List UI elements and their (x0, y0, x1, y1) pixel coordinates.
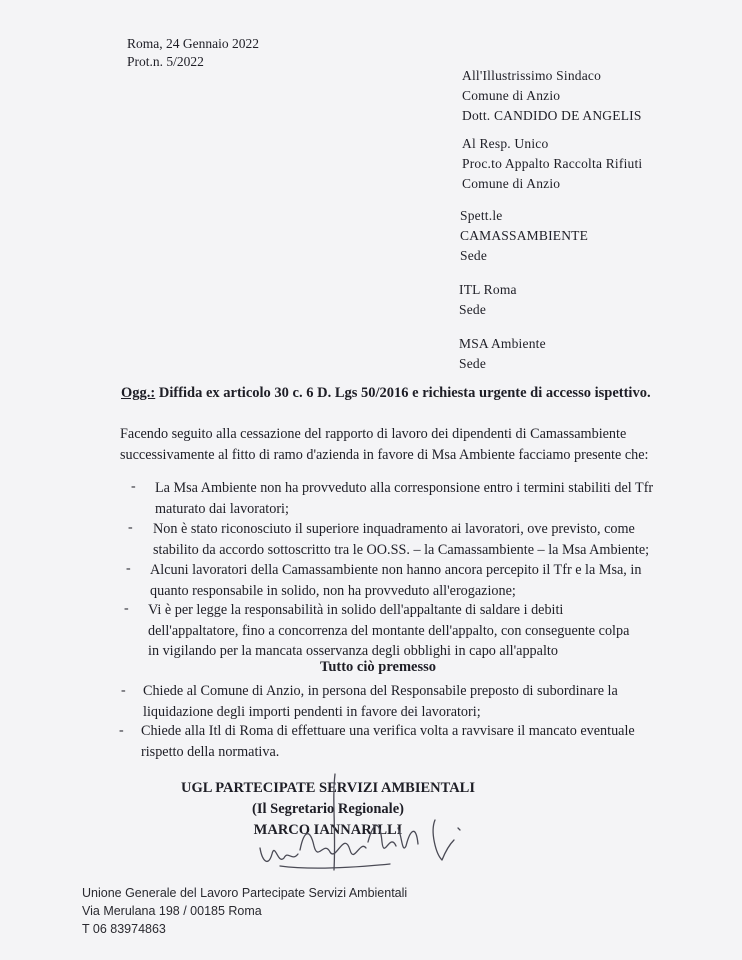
intro-line: Facendo seguito alla cessazione del rapporto di lavoro dei dipendenti di Camassambiente (120, 426, 627, 442)
recipient-line: Comune di Anzio (462, 88, 561, 103)
recipient-line: Sede (460, 248, 488, 263)
request-item-line: Chiede al Comune di Anzio, in persona del Responsabile preposto di subordinare la (143, 683, 618, 699)
request-item-line: Chiede alla Itl di Roma di effettuare una verifica volta a ravvisare il mancato eventuale (141, 723, 635, 739)
bullet-marker: - (121, 683, 126, 698)
footer-phone: T 06 83974863 (82, 922, 166, 936)
bullet-marker: - (126, 561, 131, 576)
request-item (143, 681, 618, 722)
letter-date: Roma, 24 Gennaio 2022 (127, 36, 259, 51)
list-item (150, 560, 641, 601)
recipient-block (459, 280, 517, 320)
list-item-line: Alcuni lavoratori della Camassambiente non hanno ancora percepito il Tfr e la Msa, in (150, 562, 642, 578)
recipient-line: Dott. CANDIDO DE ANGELIS (462, 108, 642, 123)
recipient-line: Sede (459, 302, 487, 317)
list-item-line: stabilito da accordo sottoscritto tra le OO.SS. – la Camassambiente – la Msa Ambiente; (153, 541, 650, 558)
bullet-marker: - (119, 723, 124, 738)
recipient-line: All'Illustrissimo Sindaco (462, 68, 602, 83)
request-item (141, 721, 635, 762)
bullet-marker: - (131, 479, 136, 494)
list-item-line: maturato dai lavoratori; (155, 500, 289, 517)
subject-text: Diffida ex articolo 30 c. 6 D. Lgs 50/2016 e richiesta urgente di accesso ispettivo. (158, 385, 651, 401)
recipient-line: CAMASSAMBIENTE (460, 228, 589, 243)
subject-label: Ogg.: (121, 385, 156, 401)
recipient-block (462, 134, 642, 194)
list-item-line: La Msa Ambiente non ha provveduto alla corresponsione entro i termini stabiliti del Tfr (155, 480, 654, 496)
protocol-number: Prot.n. 5/2022 (127, 54, 204, 69)
recipient-line: Sede (459, 356, 487, 371)
recipient-block (460, 206, 588, 266)
recipient-line: Spett.le (460, 208, 503, 223)
recipient-block (459, 334, 546, 374)
signature-name: MARCO IANNARILLI (253, 822, 403, 838)
list-item-line: in vigilando per la mancata osservanza degli obblighi in capo all'appalto (148, 643, 558, 659)
subject-line (121, 385, 651, 402)
footer (82, 884, 407, 938)
list-item-line: Vi è per legge la responsabilità in solido dell'appaltante di saldare i debiti (148, 602, 564, 618)
recipient-line: Comune di Anzio (462, 176, 561, 191)
handwritten-signature (240, 770, 470, 885)
signature-role: (Il Segretario Regionale) (252, 801, 404, 817)
list-item (155, 478, 653, 519)
footer-address: Via Merulana 198 / 00185 Roma (82, 904, 262, 918)
intro-line: successivamente al fitto di ramo d'azienda in favore di Msa Ambiente facciamo presente che: (120, 446, 649, 463)
request-item-line: rispetto della normativa. (141, 743, 280, 760)
premise-heading: Tutto ciò premesso (320, 659, 436, 675)
signature-org: UGL PARTECIPATE SERVIZI AMBIENTALI (180, 780, 475, 796)
bullet-marker: - (128, 520, 133, 535)
recipient-line: Proc.to Appalto Raccolta Rifiuti (462, 156, 643, 171)
list-item-line: quanto responsabile in solido, non ha provveduto all'erogazione; (150, 582, 516, 599)
footer-org: Unione Generale del Lavoro Partecipate Servizi Ambientali (82, 886, 408, 900)
list-item-line: dell'appaltatore, fino a concorrenza del montante dell'appalto, con conseguente colpa (148, 622, 630, 639)
recipient-line: Al Resp. Unico (462, 136, 549, 151)
list-item (148, 600, 629, 662)
recipient-line: MSA Ambiente (459, 336, 546, 351)
recipient-line: ITL Roma (459, 282, 517, 297)
list-item-line: Non è stato riconosciuto il superiore inquadramento ai lavoratori, ove previsto, come (153, 521, 635, 537)
bullet-marker: - (124, 601, 129, 616)
request-item-line: liquidazione degli importi pendenti in favore dei lavoratori; (143, 703, 481, 720)
list-item (153, 519, 649, 560)
recipient-block (462, 66, 642, 126)
intro-paragraph (120, 424, 648, 465)
